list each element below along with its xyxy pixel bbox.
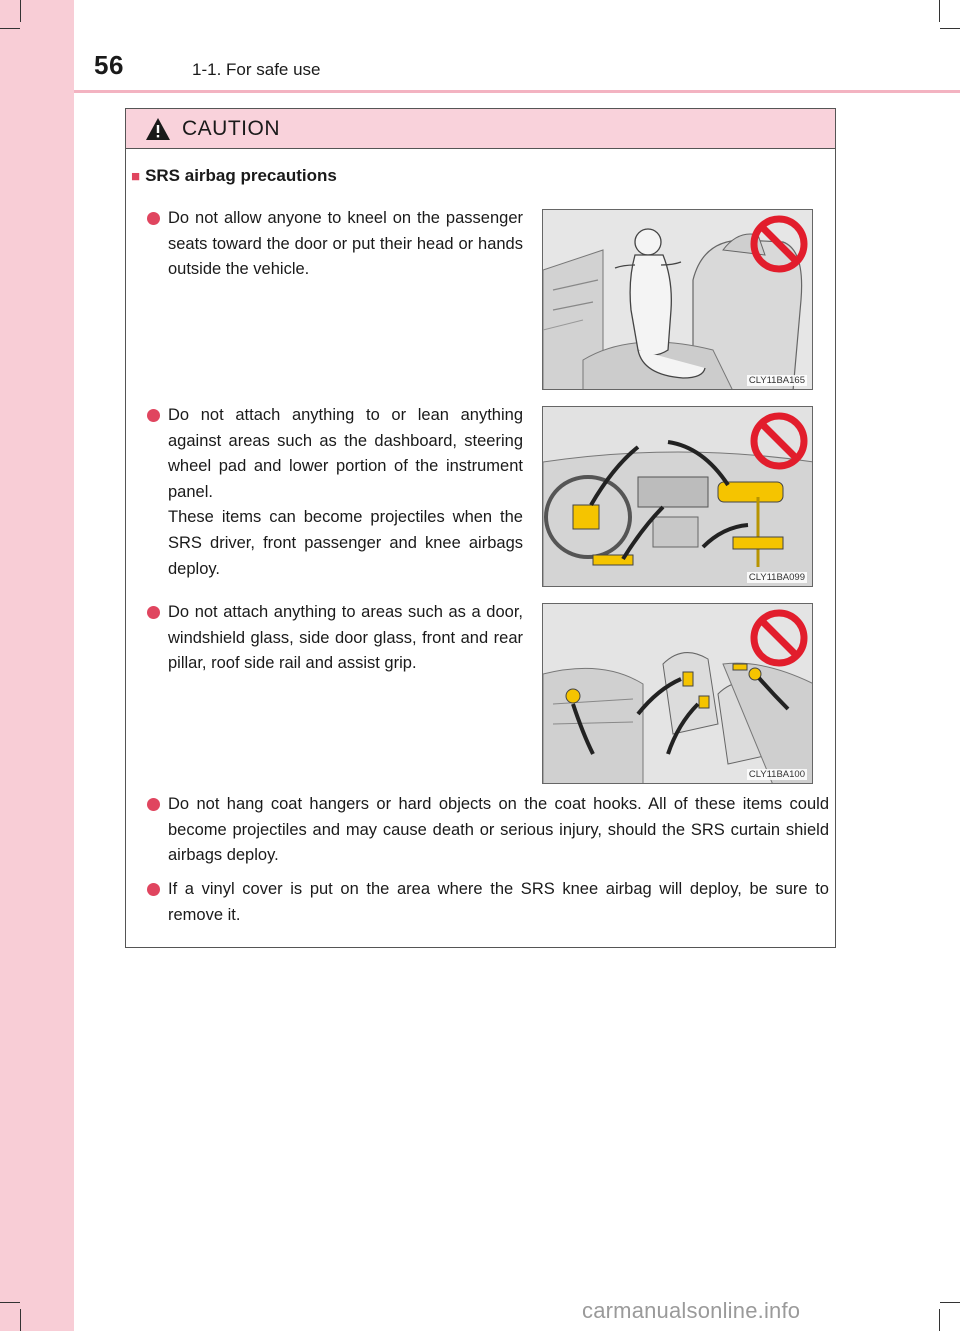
page-number: 56 — [94, 50, 124, 80]
crop-mark — [20, 1309, 21, 1331]
bullet-note: These items can become projectiles when the SRS driver, front passenger and knee airbags deploy. — [168, 508, 523, 578]
figure-dashboard — [542, 406, 813, 587]
crop-mark — [939, 1309, 940, 1331]
bullet-dot-icon — [147, 212, 160, 225]
bullet-item — [168, 877, 829, 928]
crop-mark — [0, 28, 20, 29]
bullet-dot-icon — [147, 798, 160, 811]
crop-mark — [940, 28, 960, 29]
caution-title: CAUTION — [182, 117, 280, 140]
subheading-text: SRS airbag precautions — [145, 166, 337, 185]
prohibited-icon — [749, 411, 809, 471]
figure-code: CLY11BA165 — [748, 375, 805, 386]
bullet-dot-icon — [147, 606, 160, 619]
bullet-item — [168, 206, 523, 283]
bullet-item — [168, 600, 523, 677]
caution-header — [126, 109, 835, 149]
bullet-text: Do not attach anything to areas such as a door, windshield glass, side door glass, front and rear pillar, roof side rail and assist grip. — [168, 603, 523, 673]
bullet-item — [168, 792, 829, 869]
crop-mark — [939, 0, 940, 22]
bullet-text: If a vinyl cover is put on the area where the SRS knee airbag will deploy, be sure to remove it. — [168, 880, 829, 924]
caution-box — [125, 108, 836, 948]
section-title: 1-1. For safe use — [192, 60, 321, 79]
square-bullet-icon: ■ — [131, 168, 141, 185]
prohibited-icon — [749, 608, 809, 668]
bullet-text: Do not attach anything to or lean anything against areas such as the dashboard, steering wheel pad and lower portion of the instrument panel. — [168, 406, 523, 501]
bullet-text: Do not hang coat hangers or hard objects on the coat hooks. All of these items could become projectiles and may cause death or serious injury, should the SRS curtain shield airbags deploy. — [168, 795, 829, 865]
bullet-dot-icon — [147, 883, 160, 896]
crop-mark — [0, 1302, 20, 1303]
figure-kneeling-passenger — [542, 209, 813, 390]
subheading — [131, 166, 337, 186]
figure-code: CLY11BA099 — [748, 572, 805, 583]
watermark-text: carmanualsonline.info — [582, 1298, 801, 1323]
warning-triangle-icon — [145, 117, 171, 141]
bullet-text: Do not allow anyone to kneel on the passenger seats toward the door or put their head or hands outside the vehicle. — [168, 209, 523, 279]
figure-doors-windows — [542, 603, 813, 784]
figure-code: CLY11BA100 — [748, 769, 805, 780]
side-color-band — [0, 0, 74, 1331]
crop-mark — [20, 0, 21, 22]
crop-mark — [940, 1302, 960, 1303]
prohibited-icon — [749, 214, 809, 274]
bullet-item — [168, 403, 523, 582]
bullet-dot-icon — [147, 409, 160, 422]
header-rule — [74, 90, 960, 93]
